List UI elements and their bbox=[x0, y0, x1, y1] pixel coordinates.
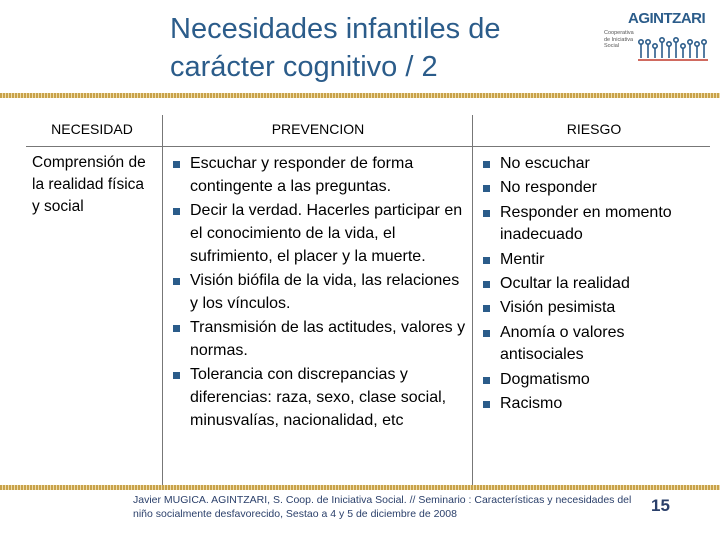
prevention-item bbox=[168, 153, 468, 199]
prevention-item bbox=[168, 317, 468, 363]
risk-item bbox=[478, 202, 710, 248]
risk-item-text: Dogmatismo bbox=[500, 370, 590, 388]
square-bullet-icon bbox=[173, 208, 180, 215]
risk-item bbox=[478, 177, 710, 200]
square-bullet-icon bbox=[483, 161, 490, 168]
column-divider bbox=[162, 115, 163, 485]
prevention-item bbox=[168, 200, 468, 268]
prevention-item-text: Visión biófila de la vida, las relaciones y los vínculos. bbox=[190, 271, 460, 312]
logo-subtitle: Cooperativa de Iniciativa Social bbox=[604, 30, 634, 49]
square-bullet-icon bbox=[483, 330, 490, 337]
risk-item bbox=[478, 393, 710, 416]
risk-item-text: Racismo bbox=[500, 394, 563, 412]
risk-item-text: Mentir bbox=[500, 250, 545, 268]
slide-title bbox=[170, 10, 590, 86]
risk-item-text: No escuchar bbox=[500, 155, 590, 172]
header-risk: RIESGO bbox=[566, 121, 622, 137]
square-bullet-icon bbox=[173, 325, 180, 332]
prevention-item-text: Tolerancia con discrepancias y diferencias: raza, sexo, clase social, minusvalías, nacionalidad, etc bbox=[190, 366, 447, 429]
square-bullet-icon bbox=[483, 257, 490, 264]
square-bullet-icon bbox=[483, 377, 490, 384]
square-bullet-icon bbox=[483, 401, 490, 408]
risk-item bbox=[478, 153, 710, 176]
column-divider bbox=[472, 115, 473, 485]
prevention-item bbox=[168, 270, 468, 316]
square-bullet-icon bbox=[483, 305, 490, 312]
bottom-divider bbox=[0, 485, 720, 490]
prevention-list bbox=[168, 153, 468, 434]
header-need: NECESIDAD bbox=[51, 121, 133, 137]
risk-item-text: Responder en momento inadecuado bbox=[500, 203, 672, 244]
logo-name: AGINTZARI bbox=[628, 10, 706, 27]
title-line-2: carácter cognitivo / 2 bbox=[170, 51, 438, 83]
risk-item-text: No responder bbox=[500, 179, 597, 197]
risk-item-text: Anomía o valores antisociales bbox=[500, 323, 625, 364]
prevention-item-text: Escuchar y responder de forma contingente a las preguntas. bbox=[190, 155, 414, 195]
risk-list bbox=[478, 153, 710, 417]
title-line-1: Necesidades infantiles de bbox=[170, 13, 501, 45]
square-bullet-icon bbox=[483, 281, 490, 288]
square-bullet-icon bbox=[483, 185, 490, 192]
risk-item bbox=[478, 369, 710, 392]
footer-credit: Javier MUGICA. AGINTZARI, S. Coop. de Iniciativa Social. // Seminario : Características y necesidades del niño socialmente desfavorecido, Sestao a 4 y 5 de diciembre de 2008 bbox=[133, 494, 632, 520]
header-row-divider bbox=[26, 146, 710, 147]
top-divider bbox=[0, 93, 720, 98]
square-bullet-icon bbox=[483, 210, 490, 217]
risk-item bbox=[478, 249, 710, 272]
risk-item bbox=[478, 322, 710, 368]
square-bullet-icon bbox=[173, 372, 180, 379]
risk-item bbox=[478, 273, 710, 296]
prevention-item bbox=[168, 364, 468, 432]
risk-item-text: Ocultar la realidad bbox=[500, 274, 630, 292]
page-number: 15 bbox=[651, 496, 670, 515]
header-prevention: PREVENCION bbox=[271, 121, 365, 137]
risk-item bbox=[478, 297, 710, 320]
prevention-item-text: Transmisión de las actitudes, valores y normas. bbox=[190, 319, 466, 359]
square-bullet-icon bbox=[173, 161, 180, 168]
need-cell: Comprensión de la realidad física y social bbox=[32, 154, 146, 215]
square-bullet-icon bbox=[173, 278, 180, 285]
prevention-item-text: Decir la verdad. Hacerles participar en el conocimiento de la vida, el sufrimiento, el placer y la muerte. bbox=[190, 202, 463, 265]
risk-item-text: Visión pesimista bbox=[500, 299, 616, 317]
